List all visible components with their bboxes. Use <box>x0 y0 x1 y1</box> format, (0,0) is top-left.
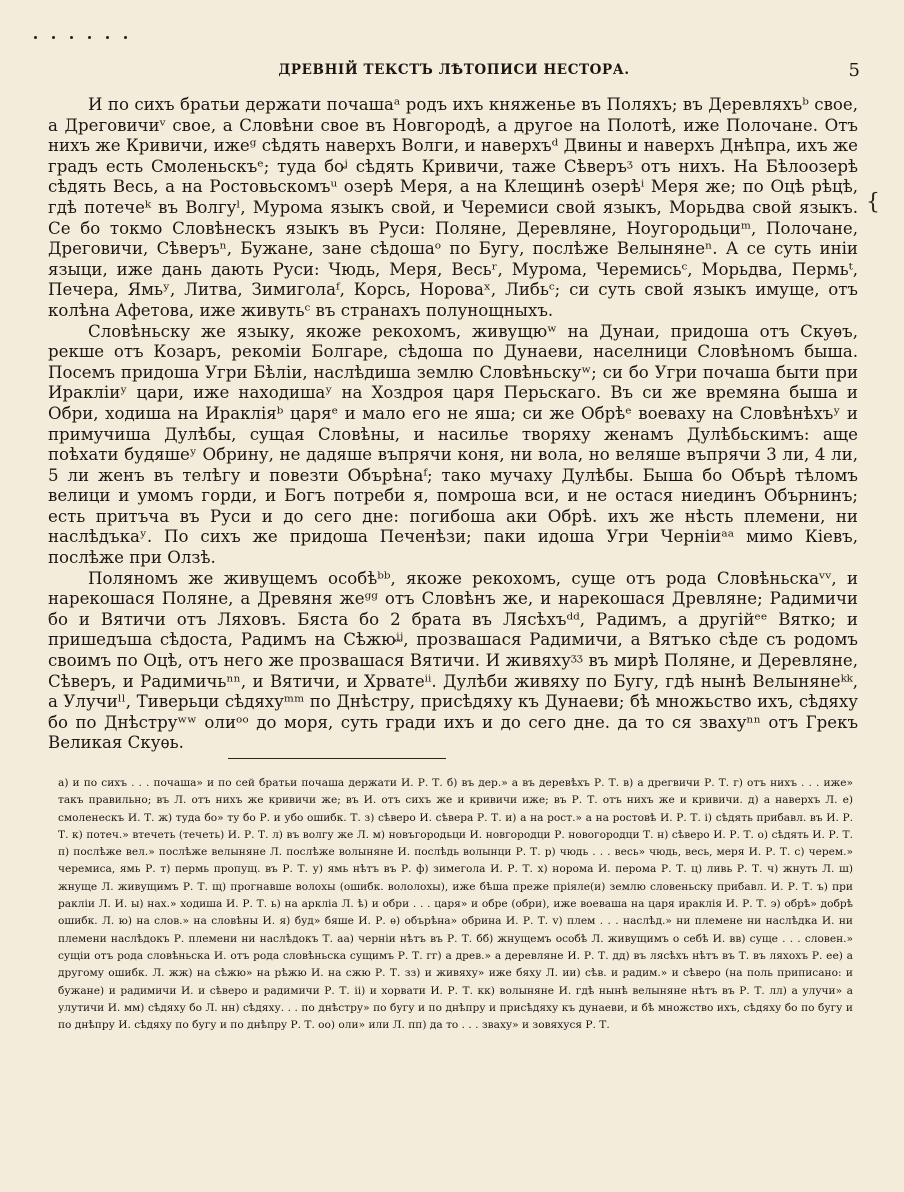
main-text <box>48 95 858 754</box>
ink-specks <box>30 36 150 44</box>
margin-brace-mark: { <box>866 190 880 215</box>
footnote-separator <box>228 758 446 759</box>
paragraph-1: И по сихъ братьи держати почашаᵃ родъ ихъ княженье въ Поляхъ; въ Деревляхъᵇ свое, а Дреговичиᵛ свое, а Словѣни свое въ Новгородѣ, а другое на Полотѣ, иже Полочане. Отъ нихъ же Кривичи, ижеᵍ сѣдять наверхъ Волги, и наверхъᵈ Двины и наверхъ Днѣпра, ихъ же градъ есть Смоленьскъᵉ; туда боᶨ сѣдять Кривичи, таже Сѣверъᶾ отъ нихъ. На Бѣлоозерѣ сѣдять Весь, а на Ростовьскомъᵘ озерѣ Меря, а на Клещинѣ озерѣⁱ Меря же; по Оцѣ рѣцѣ, гдѣ потечеᵏ въ Волгуˡ, Мурома языкъ свой, и Черемиси свой языкъ, Морьдва свой языкъ. Се бо токмо Словѣнескъ языкъ въ Руси: Поляне, Деревляне, Ноугородьциᵐ, Полочане, Дреговичи, Сѣверъⁿ, Бужане, зане сѣдошаᵒ по Бугу, послѣже Велынянеⁿ. А се суть иніи языци, иже дань дають Руси: Чюдь, Меря, Весьʳ, Мурома, Черемисьᶜ, Морьдва, Пермьᵗ, Печера, Ямьʸ, Литва, Зимиголаᶠ, Корсь, Нороваˣ, Либьᶜ; си суть свой языкъ имуще, отъ колѣна Афетова, иже живутьᶜ въ странахъ полунощныхъ. <box>48 95 858 320</box>
paragraph-3: Поляномъ же живущемъ особѣᵇᵇ, якоже рекохомъ, суще отъ рода Словѣньскаᵛᵛ, и нарекошася Поляне, а Древяня жеᵍᵍ отъ Словѣнъ же, и нарекошася Древляне; Радимичи бо и Вятичи отъ Ляховъ. Бяста бо 2 брата въ Лясѣхъᵈᵈ, Радимъ, а другійᵉᵉ Вятко; и пришедъша сѣдоста, Радимъ на Сѣжюᶨᶨ, прозвашася Радимичи, а Вятъко сѣде съ родомъ своимъ по Оцѣ, отъ него же прозвашася Вятичи. И живяхуᶾᶾ въ мирѣ Поляне, и Деревляне, Сѣверъ, и Радимичьⁿⁿ, и Вятичи, и Хрватеⁱⁱ. Дулѣби живяху по Бугу, гдѣ нынѣ Велынянеᵏᵏ, а Улучиˡˡ, Тиверьци сѣдяхуᵐᵐ по Днѣстру, присѣдяху къ Дунаеви; бѣ множьство ихъ, сѣдяху бо по Днѣструʷʷ олиᵒᵒ до моря, суть гради ихъ и до сего дне. да то ся звахуⁿⁿ отъ Грекъ Великая Скуѳь. <box>48 568 858 753</box>
paragraph-2: Словѣньску же языку, якоже рекохомъ, живущюʷ на Дунаи, придоша отъ Скуѳъ, рекше отъ Козаръ, рекоміи Болгаре, сѣдоша по Дунаеви, населници Словѣномъ быша. Посемъ придоша Угри Бѣліи, наслѣдиша землю Словѣньскуʷ; си бо Угри почаша быти при Ираклiиʸ цари, иже находишаʸ на Хоздроя царя Перьскаго. Въ си же времяна быша и Обри, ходиша на Иракліяᵇ царяᵉ и мало его не яша; си же Обрѣᵉ воеваху на Словѣнѣхъʸ и примучиша Дулѣбы, сущая Словѣны, и насилье творяху женамъ Дулѣбьскимъ: аще поѣхати будяшеʸ Обрину, не дадяше въпрячи коня, ни вола, но веляше въпрячи 3 ли, 4 ли, 5 ли женъ въ телѣгу и повезти Обърѣнаᶠ; тако мучаху Дулѣбы. Быша бо Обърѣ тѣломъ велици и умомъ горди, и Богъ потреби я, помроша вси, и не остася ниединъ Обърнинъ; есть притъча въ Руси и до сего дне: погибоша аки Обрѣ. ихъ же нѣсть племени, ни наслѣдъкаʸ. По сихъ же придоша Печенѣзи; паки идоша Угри Черніиᵃᵃ мимо Кіевъ, послѣже при Олзѣ. <box>48 321 858 568</box>
page-header <box>48 60 860 84</box>
footnotes-text: а) и по сихъ . . . почаша» и по сей братьи почаша держати И. Р. Т. б) въ дер.» а въ деревѣхъ Р. Т. в) а дрегвичи Р. Т. г) отъ нихъ . . . иже» такъ правильно; въ Л. отъ нихъ же кривичи же; въ И. отъ сихъ же и кривичи иже; въ Р. Т. отъ нихъ же и кривичи. д) а наверхъ Л. е) смоленескъ И. Т. ж) туда бо» ту бо Р. и убо ошибк. Т. з) сѣверо И. сѣвера Р. Т. и) а на рост.» а на ростовѣ И. Р. Т. і) сѣдять прибавл. въ И. Р. Т. к) потеч.» втечеть (течеть) И. Р. Т. л) въ волгу же Л. м) новъгородьци И. новгородци Р. новогородци Т. н) сѣверо И. Р. Т. о) сѣдять И. Р. Т. п) послѣже вел.» послѣже велыняне Л. послѣже волыняне И. послѣдь волынци Р. Т. р) чюдь . . . весь» чюдь, весь, меря И. Р. Т. с) черем.» черемиса, ямь Р. т) пермь пропущ. въ Р. Т. у) ямь нѣтъ въ Р. ф) зимегола И. Р. Т. х) норома И. перома Р. Т. ц) ливь Р. Т. ч) жнуть Л. ш) жнуще Л. живущимъ Р. Т. щ) прогнавше волохы (ошибк. вололохы), иже бѣша преже прiяле(и) землю словеньску прибавл. И. Р. Т. ъ) при ракліи Л. И. ы) нах.» ходиша И. Р. Т. ь) на аркліа Л. ѣ) и обри . . . царя» и обре (обри), иже воеваша на царя ираклiя И. Р. Т. э) обрѣ» добрѣ ошибк. Л. ю) на слов.» на словѣны И. я) буд» бяше И. Р. ѳ) обърѣна» обрина И. Р. Т. v) плем . . . наслѣд.» ни племене ни наслѣдка И. ни племени наслѣдокъ Р. племени ни наслѣдокъ Т. аа) чернiи нѣтъ въ Р. Т. бб) жнущемъ особѣ Л. живущимъ о себѣ И. вв) суще . . . словен.» сущiи отъ рода словѣньска И. отъ рода словѣньска сущимъ Р. Т. гг) а древ.» а деревляне И. Р. Т. дд) въ лясѣхъ нѣтъ въ Т. въ ляхохъ Р. ее) а другому ошибк. Л. жж) на сѣжю» на рѣжю И. на сжю Р. Т. зз) и живяху» иже бяху Л. ии) сѣв. и радим.» и сѣверо (на поль приписано: и бужане) и радимичи И. и сѣверо и радимичи Р. Т. ii) и хорвати И. Р. Т. кк) волыняне И. гдѣ нынѣ велыняне нѣтъ въ Р. Т. лл) а улучи» а улутичи И. мм) сѣдяху бо Л. нн) сѣдяху. . . по днѣстру» по бугу и по днѣпру и присѣдяху къ дунаеви, и бѣ множство ихъ, сѣдяху бо по бугу и по днѣпру И. сѣдяху по бугу и по днѣпру Р. Т. оо) оли» или Л. пп) да то . . . зваху» и зовяхуся Р. Т. <box>58 777 853 1032</box>
running-title: ДРЕВНІЙ ТЕКСТЪ ЛѢТОПИСИ НЕСТОРА. <box>278 62 630 78</box>
page-number: 5 <box>848 60 860 81</box>
footnotes <box>58 775 853 1034</box>
